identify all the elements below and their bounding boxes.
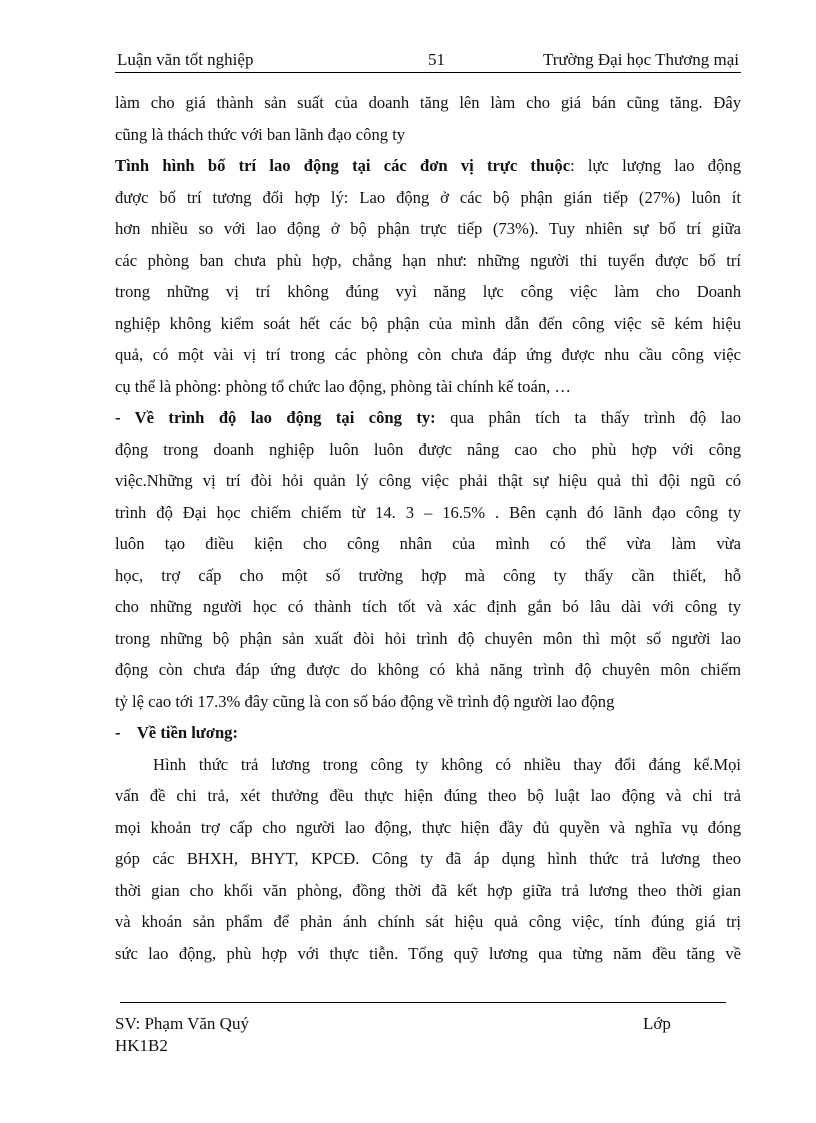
- text-line: hơn nhiều so với lao động ở bộ phận trực tiếp (73%). Tuy nhiên sự bố trí giữa: [115, 219, 741, 238]
- university-name: Trường Đại học Thương mại: [542, 50, 739, 69]
- text-line: mọi khoản trợ cấp cho người lao động, thực hiện đầy đủ quyền và nghĩa vụ đóng: [115, 817, 741, 837]
- section-heading-line: [115, 719, 741, 751]
- text-line: sức lao động, phù hợp với thực tiễn. Tổng quỹ lương qua từng năm đều tăng về: [115, 943, 741, 963]
- text-line: việc.Những vị trí đòi hỏi quản lý công việc phải thật sự hiệu quả thì đội ngũ có: [115, 471, 741, 490]
- thesis-title: Luận văn tốt nghiệp: [117, 50, 254, 69]
- text-line: quả, có một vài vị trí trong các phòng còn chưa đáp ứng được nhu cầu công việc: [115, 345, 741, 364]
- section-heading-line: - Về trình độ lao động tại công ty: qua phân tích ta thấy trình độ lao: [115, 408, 741, 427]
- body-text: [115, 89, 741, 971]
- text-line: trong những vị trí không đúng vyì năng lực công việc làm cho Doanh: [115, 282, 741, 301]
- text-line: được bố trí tương đối hợp lý: Lao động ở các bộ phận gián tiếp (27%) luôn ít: [115, 187, 741, 207]
- student-name: SV: Phạm Văn Quý: [115, 1014, 249, 1033]
- text-line: các phòng ban chưa phù hợp, chẳng hạn như: những người thi tuyển được bố trí: [115, 250, 741, 270]
- text-line: góp các BHXH, BHYT, KPCĐ. Công ty đã áp dụng hình thức trả lương theo: [115, 849, 741, 868]
- text-line: cũng là thách thức với ban lãnh đạo công ty: [115, 124, 406, 144]
- text-line: và khoán sản phẩm để phản ánh chính sát hiệu quả công việc, tính đúng giá trị: [115, 912, 741, 931]
- text-line: làm cho giá thành sản suất của doanh tăng lên làm cho giá bán cũng tăng. Đây: [115, 93, 741, 112]
- class-label: Lớp: [643, 1014, 671, 1033]
- text-line: Hình thức trả lương trong công ty không có nhiều thay đổi đáng kể.Mọi: [153, 754, 741, 774]
- section-heading: Tình hình bố trí lao động tại các đơn vị trực thuộc: [115, 156, 571, 175]
- section-heading: - Về trình độ lao động tại công ty:: [115, 408, 436, 427]
- text-line: vấn đề chi trả, xét thưởng đều thực hiện đúng theo bộ luật lao động và chi trả: [115, 786, 741, 805]
- text-line: cụ thể là phòng: phòng tổ chức lao động, phòng tài chính kế toán, …: [115, 376, 572, 396]
- page-header: [115, 50, 741, 73]
- text-line: trong những bộ phận sản xuất đòi hỏi trình độ chuyên môn thì một số người lao: [115, 628, 741, 648]
- section-heading-line: Tình hình bố trí lao động tại các đơn vị trực thuộc: lực lượng lao động: [115, 156, 741, 175]
- section-heading: - Về tiền lương:: [115, 723, 239, 742]
- text-line: học, trợ cấp cho một số trường hợp mà công ty thấy cần thiết, hỗ: [115, 565, 741, 585]
- footer-rule: [120, 1002, 726, 1003]
- class-code: HK1B2: [115, 1036, 168, 1055]
- text-line: động còn chưa đáp ứng được do không có khả năng trình độ chuyên môn chiếm: [115, 660, 741, 679]
- text-line: trình độ Đại học chiếm chiếm từ 14. 3 – 16.5% . Bên cạnh đó lãnh đạo công ty: [115, 502, 741, 522]
- text-line: động trong doanh nghiệp luôn luôn được nâng cao cho phù hợp với công: [115, 439, 741, 459]
- text-line: nghiệp không kiểm soát hết các bộ phận của mình dẫn đến công việc sẽ kém hiệu: [115, 313, 741, 333]
- text-line: tỷ lệ cao tới 17.3% đây cũng là con số báo động về trình độ người lao động: [115, 691, 615, 711]
- page-number: 51: [428, 50, 445, 69]
- text-line: luôn tạo điều kiện cho công nhân của mình có thể vừa làm vừa: [115, 534, 741, 553]
- text-line: thời gian cho khối văn phòng, đồng thời đã kết hợp giữa trả lương theo thời gian: [115, 880, 741, 900]
- text-line: cho những người học có thành tích tốt và xác định gắn bó lâu dài với công ty: [115, 597, 741, 616]
